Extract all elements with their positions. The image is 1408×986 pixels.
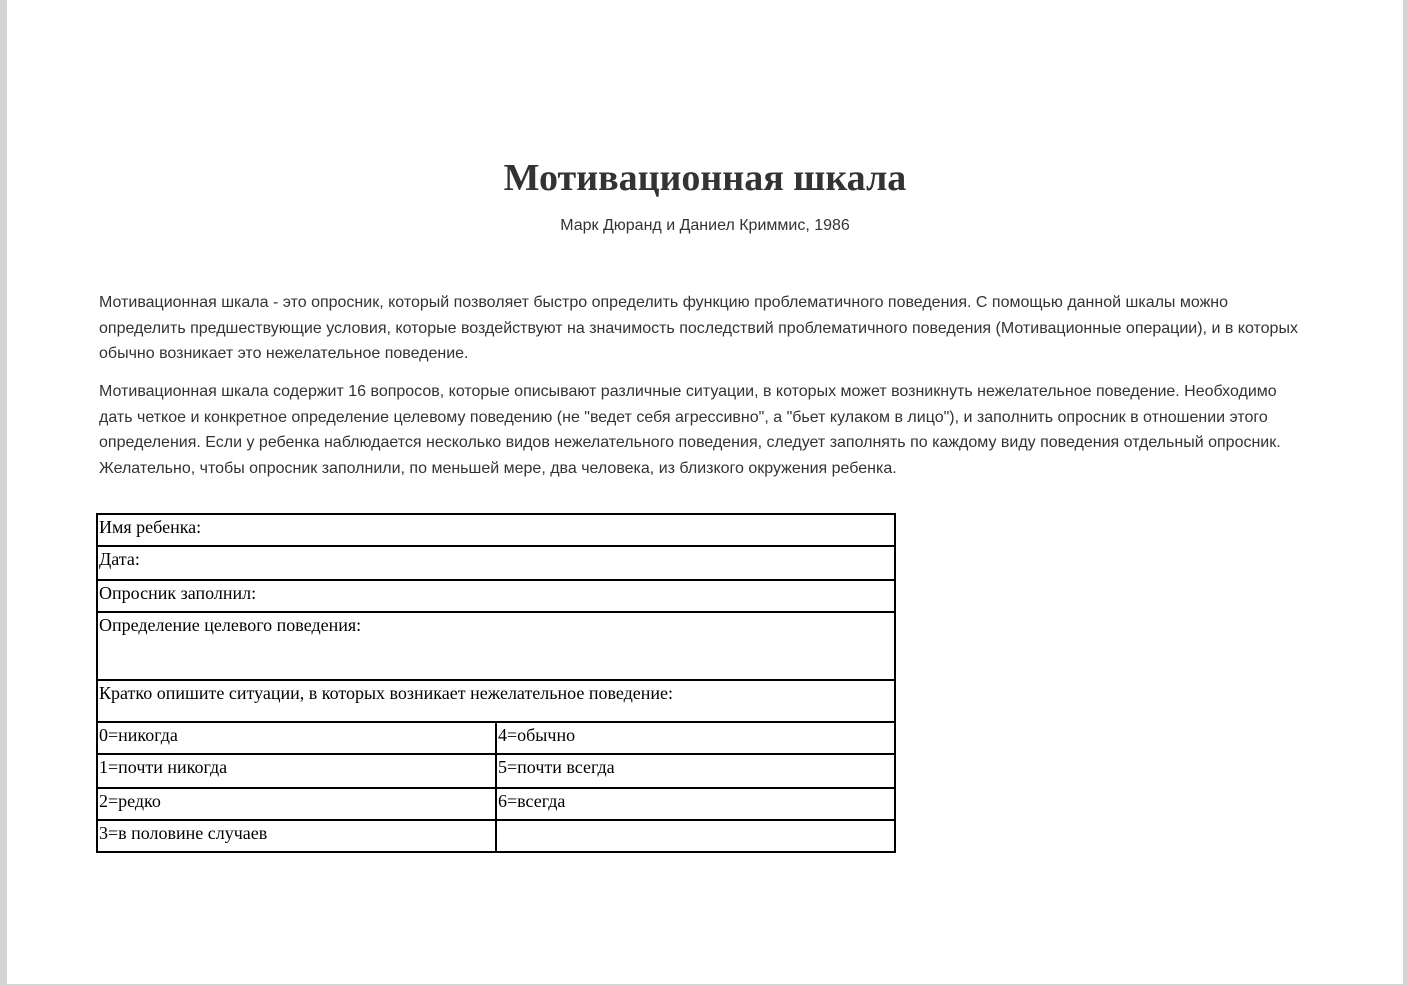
scale-item-empty [496, 820, 895, 852]
scale-item: 1=почти никогда [97, 754, 496, 788]
intro-paragraph: Мотивационная шкала - это опросник, который позволяет быстро определить функцию проблематичного поведения. С помощью данной шкалы можно определить предшествующие условия, которые воздействуют на значимость последствий проблематичного поведения (Мотивационные операции), и в которых обычно возникает это нежелательное поведение. [99, 294, 1298, 362]
scale-item: 6=всегда [496, 788, 895, 820]
document-page [7, 0, 1403, 984]
target-behavior-field[interactable]: Определение целевого поведения: [97, 612, 895, 680]
scale-item: 5=почти всегда [496, 754, 895, 788]
scale-item: 3=в половине случаев [97, 820, 496, 852]
page-title: Мотивационная шкала [503, 157, 907, 199]
date-field[interactable]: Дата: [97, 546, 895, 580]
child-name-field[interactable]: Имя ребенка: [97, 514, 895, 546]
filled-by-field[interactable]: Опросник заполнил: [97, 580, 895, 612]
situations-field[interactable]: Кратко опишите ситуации, в которых возникает нежелательное поведение: [97, 680, 895, 722]
instructions-paragraph: Мотивационная шкала содержит 16 вопросов, которые описывают различные ситуации, в которых может возникнуть нежелательное поведение. Необходимо дать четкое и конкретное определение целевому поведению (не "ведет себя агрессивно", а "бьет кулаком в лицо"), и заполнить опросник в отношении этого определения. Если у ребенка наблюдается несколько видов нежелательного поведения, следует заполнять по каждому виду поведения отдельный опросник. Желательно, чтобы опросник заполнили, по меньшей мере, два человека, из близкого окружения ребенка. [99, 383, 1281, 477]
questionnaire-form-table [96, 513, 896, 853]
scale-item: 4=обычно [496, 722, 895, 754]
page-subtitle: Марк Дюранд и Даниел Криммис, 1986 [560, 217, 850, 234]
scale-item: 0=никогда [97, 722, 496, 754]
scale-item: 2=редко [97, 788, 496, 820]
